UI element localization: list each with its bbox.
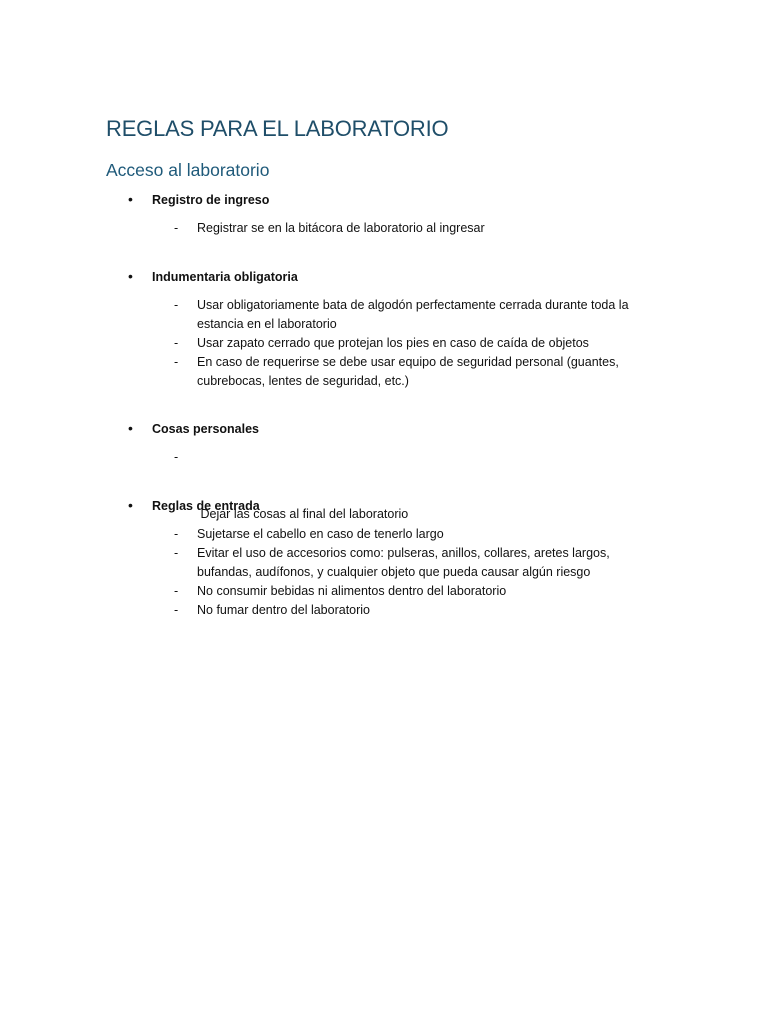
- rule-section-reglas: [0, 497, 768, 617]
- dash-icon: -: [174, 298, 179, 312]
- section-heading: Registro de ingreso: [152, 193, 270, 207]
- list-item: [0, 296, 657, 334]
- bullet-icon: •: [128, 268, 133, 284]
- bullet-row: [0, 191, 768, 209]
- rule-section-registro: [0, 191, 768, 235]
- dash-icon: -: [174, 527, 179, 541]
- list-item: [0, 601, 657, 620]
- item-list: [0, 219, 768, 238]
- section-heading: Indumentaria obligatoria: [152, 270, 298, 284]
- list-item-text: Registrar se en la bitácora de laboratorio al ingresar: [197, 221, 485, 235]
- bullet-row: [0, 268, 768, 286]
- list-item: [0, 544, 657, 582]
- item-list: [0, 296, 768, 391]
- bullet-icon: •: [128, 191, 133, 207]
- list-item-text: Usar zapato cerrado que protejan los pies en caso de caída de objetos: [197, 336, 589, 350]
- list-item-text: No consumir bebidas ni alimentos dentro del laboratorio: [197, 584, 507, 598]
- dash-icon: -: [174, 450, 179, 464]
- dash-icon: -: [174, 355, 179, 369]
- list-item-text: En caso de requerirse se debe usar equipo de seguridad personal (guantes, cubrebocas, lentes de seguridad, etc.): [197, 355, 619, 388]
- dash-icon: -: [174, 603, 179, 617]
- list-item: [0, 525, 657, 544]
- list-item-text: Evitar el uso de accesorios como: pulseras, anillos, collares, aretes largos, bufandas, audífonos, y cualquier objeto que pueda causar algún riesgo: [197, 546, 610, 579]
- section-heading: Cosas personales: [152, 422, 259, 436]
- list-item: [0, 219, 657, 238]
- list-item-text: Dejar las cosas al final del laboratorio: [197, 507, 409, 521]
- dash-icon: -: [174, 546, 179, 560]
- list-item-text: No fumar dentro del laboratorio: [197, 603, 371, 617]
- dash-icon: -: [174, 336, 179, 350]
- list-item-text: Usar obligatoriamente bata de algodón perfectamente cerrada durante toda la estancia en el laboratorio: [197, 298, 629, 331]
- dash-icon: -: [174, 584, 179, 598]
- bullet-row: [0, 497, 768, 515]
- section-subtitle: Acceso al laboratorio: [106, 160, 270, 180]
- item-list: [0, 525, 768, 620]
- bullet-icon: •: [128, 497, 133, 513]
- list-item: [0, 334, 657, 353]
- section-heading: Reglas de entrada: [152, 499, 260, 513]
- list-item: [0, 582, 657, 601]
- rule-section-indumentaria: [0, 268, 768, 388]
- bullet-row: [0, 420, 768, 438]
- bullet-icon: •: [128, 420, 133, 436]
- dash-icon: -: [174, 221, 179, 235]
- list-item-text: Sujetarse el cabello en caso de tenerlo largo: [197, 527, 444, 541]
- document-title: REGLAS PARA EL LABORATORIO: [106, 116, 449, 141]
- list-item: [0, 353, 657, 391]
